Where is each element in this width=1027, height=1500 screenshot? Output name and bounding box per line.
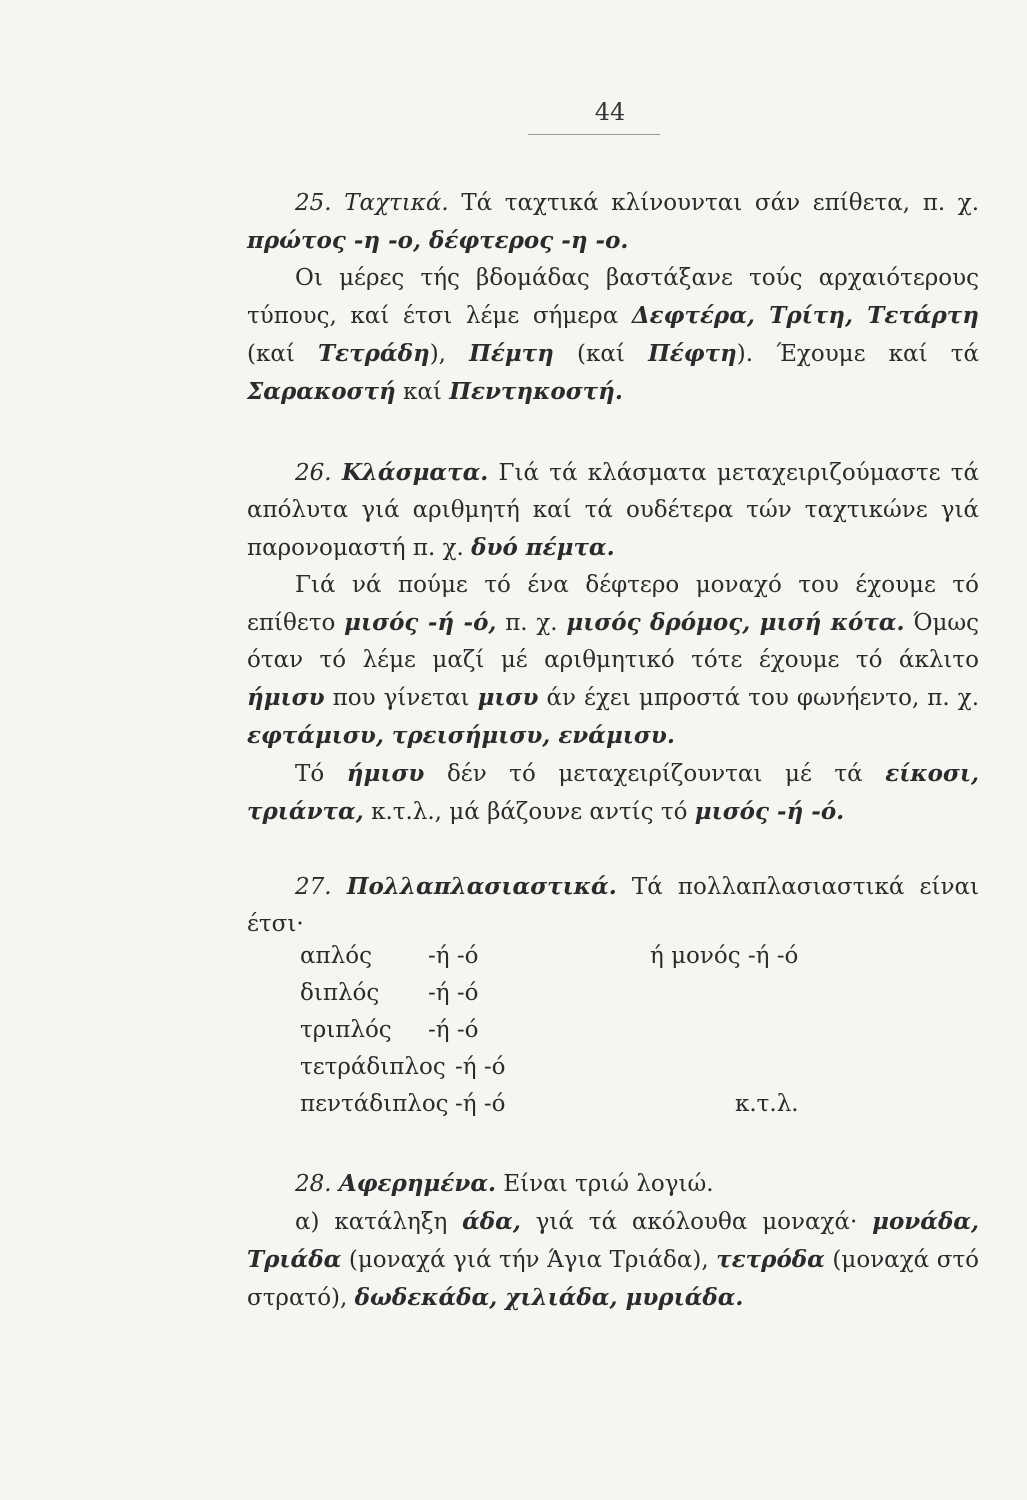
section-25-para-1: [247, 185, 979, 260]
section-26-word-6: εφτάμισυ, τρεισήμισυ, ενάμισυ.: [247, 722, 675, 749]
row-endings: -ή -ό: [428, 1017, 479, 1043]
row-endings: -ή -ό: [428, 980, 479, 1006]
section-28-text-1: α) κατάληξη: [295, 1209, 448, 1235]
section-25-text-5: (καί: [577, 341, 625, 367]
section-26-text-4: Όμως όταν τό λέμε μαζί μέ αριθμητικό τότε έχουμε τό άκλιτο: [247, 610, 980, 673]
section-28-para-1: [247, 1165, 979, 1203]
section-26-text-7: Τό: [295, 761, 325, 787]
section-28: [247, 1165, 979, 1317]
section-26-text-5: που γίνεται: [332, 685, 470, 711]
section-27: [247, 868, 979, 943]
section-25-word-5: Σαρακοστή: [247, 378, 396, 405]
row-word: διπλός: [300, 980, 380, 1006]
section-26-word-8: είκοσι, τριάντα,: [247, 760, 980, 825]
section-25-number: 25.: [295, 190, 332, 216]
section-25-title: Ταχτικά.: [344, 190, 449, 216]
section-26-number: 26.: [295, 460, 332, 486]
section-26-title: Κλάσματα.: [341, 459, 489, 486]
section-25-text-6: ). Έχουμε καί τά: [736, 341, 979, 367]
section-26-text-2: Γιά νά πούμε τό ένα δέφτερο μοναχό του έχουμε τό επίθετο: [247, 572, 979, 636]
section-27-title: Πολλαπλασιαστικά.: [346, 873, 617, 900]
section-26-word-7: ήμισυ: [346, 760, 425, 787]
row-endings: -ή -ό: [428, 943, 479, 969]
row-word: τριπλός: [300, 1017, 392, 1043]
section-25-example: πρώτος -η -ο, δέφτερος -η -ο.: [247, 227, 629, 254]
section-26-word-1: δυό πέμτα.: [471, 534, 615, 561]
section-26-word-5: μισυ: [477, 684, 539, 711]
section-25-text-1: Τά ταχτικά κλίνουνται σάν επίθετα, π. χ.: [461, 190, 980, 216]
section-28-intro: Είναι τριώ λογιώ.: [503, 1171, 714, 1197]
row-endings: -ή -ό: [455, 1091, 506, 1117]
section-25-text-7: καί: [403, 379, 442, 405]
section-25-word-4: Πέφτη: [648, 340, 737, 367]
section-25-word-1: Δεφτέρα, Τρίτη, Τετάρτη: [631, 302, 980, 329]
section-28-word-3: τετρόδα: [716, 1246, 825, 1273]
section-25-para-2: [247, 260, 979, 411]
section-26-text-6: άν έχει μπροστά του φωνήεντο, π. χ.: [546, 685, 980, 711]
row-word: τετράδιπλος: [300, 1054, 446, 1080]
row-endings: -ή -ό: [455, 1054, 506, 1080]
section-28-word-1: άδα,: [462, 1208, 521, 1235]
section-28-para-2: [247, 1203, 979, 1317]
section-25-text-2: Οι μέρες τής βδομάδας βαστάξανε τούς αρχαιότερους τύπους, καί έτσι λέμε σήμερα: [247, 265, 979, 329]
section-28-number: 28.: [295, 1171, 332, 1197]
section-28-text-2: γιά τά ακόλουθα μοναχά·: [535, 1209, 858, 1235]
section-25-text-3: (καί: [247, 341, 295, 367]
section-26-word-2: μισός -ή -ό,: [344, 609, 497, 636]
section-26-word-3: μισός δρόμος, μισή κότα.: [566, 609, 905, 636]
section-27-number: 27.: [295, 874, 332, 900]
page-number: 44: [594, 98, 626, 126]
section-26-text-1: Γιά τά κλάσματα μεταχειριζούμαστε τά απόλυτα γιά αριθμητή καί τά ουδέτερα τών ταχτικώνε γιά παρονομαστή π. χ.: [247, 460, 980, 561]
row-extra: ή μονός -ή -ό: [650, 943, 799, 969]
section-25-word-6: Πεντηκοστή.: [449, 378, 623, 405]
section-28-title: Αφερημένα.: [338, 1170, 497, 1197]
section-26: [247, 454, 979, 831]
section-28-text-4: (μοναχά στό στρατό),: [247, 1247, 980, 1311]
row-word: πεντάδιπλος: [300, 1091, 449, 1117]
section-26-para-1: [247, 454, 979, 567]
section-26-para-3: [247, 755, 979, 831]
section-25-word-2: Τετράδη: [318, 340, 430, 367]
section-28-word-4: δωδεκάδα, χιλιάδα, μυριάδα.: [354, 1284, 744, 1311]
section-27-para-1: [247, 868, 979, 943]
header-rule: [528, 134, 660, 135]
section-26-word-9: μισός -ή -ό.: [694, 798, 845, 825]
section-25: [247, 185, 979, 411]
section-27-intro: Τά πολλαπλασιαστικά είναι έτσι·: [247, 874, 979, 937]
section-26-text-3: π. χ.: [505, 610, 558, 636]
section-26-word-4: ήμισυ: [247, 684, 325, 711]
section-26-text-8: δέν τό μεταχειρίζουνται μέ τά: [446, 761, 863, 787]
section-28-text-3: (μοναχά γιά τήν Άγια Τριάδα),: [348, 1247, 709, 1273]
row-word: απλός: [300, 943, 372, 969]
section-26-para-2: [247, 567, 979, 755]
section-25-text-4: ),: [429, 341, 446, 367]
section-25-word-3: Πέμτη: [469, 340, 554, 367]
section-28-word-2: μονάδα, Τριάδα: [247, 1208, 979, 1273]
section-26-text-9: κ.τ.λ., μά βάζουνε αντίς τό: [371, 799, 688, 825]
row-extra: κ.τ.λ.: [735, 1091, 799, 1117]
